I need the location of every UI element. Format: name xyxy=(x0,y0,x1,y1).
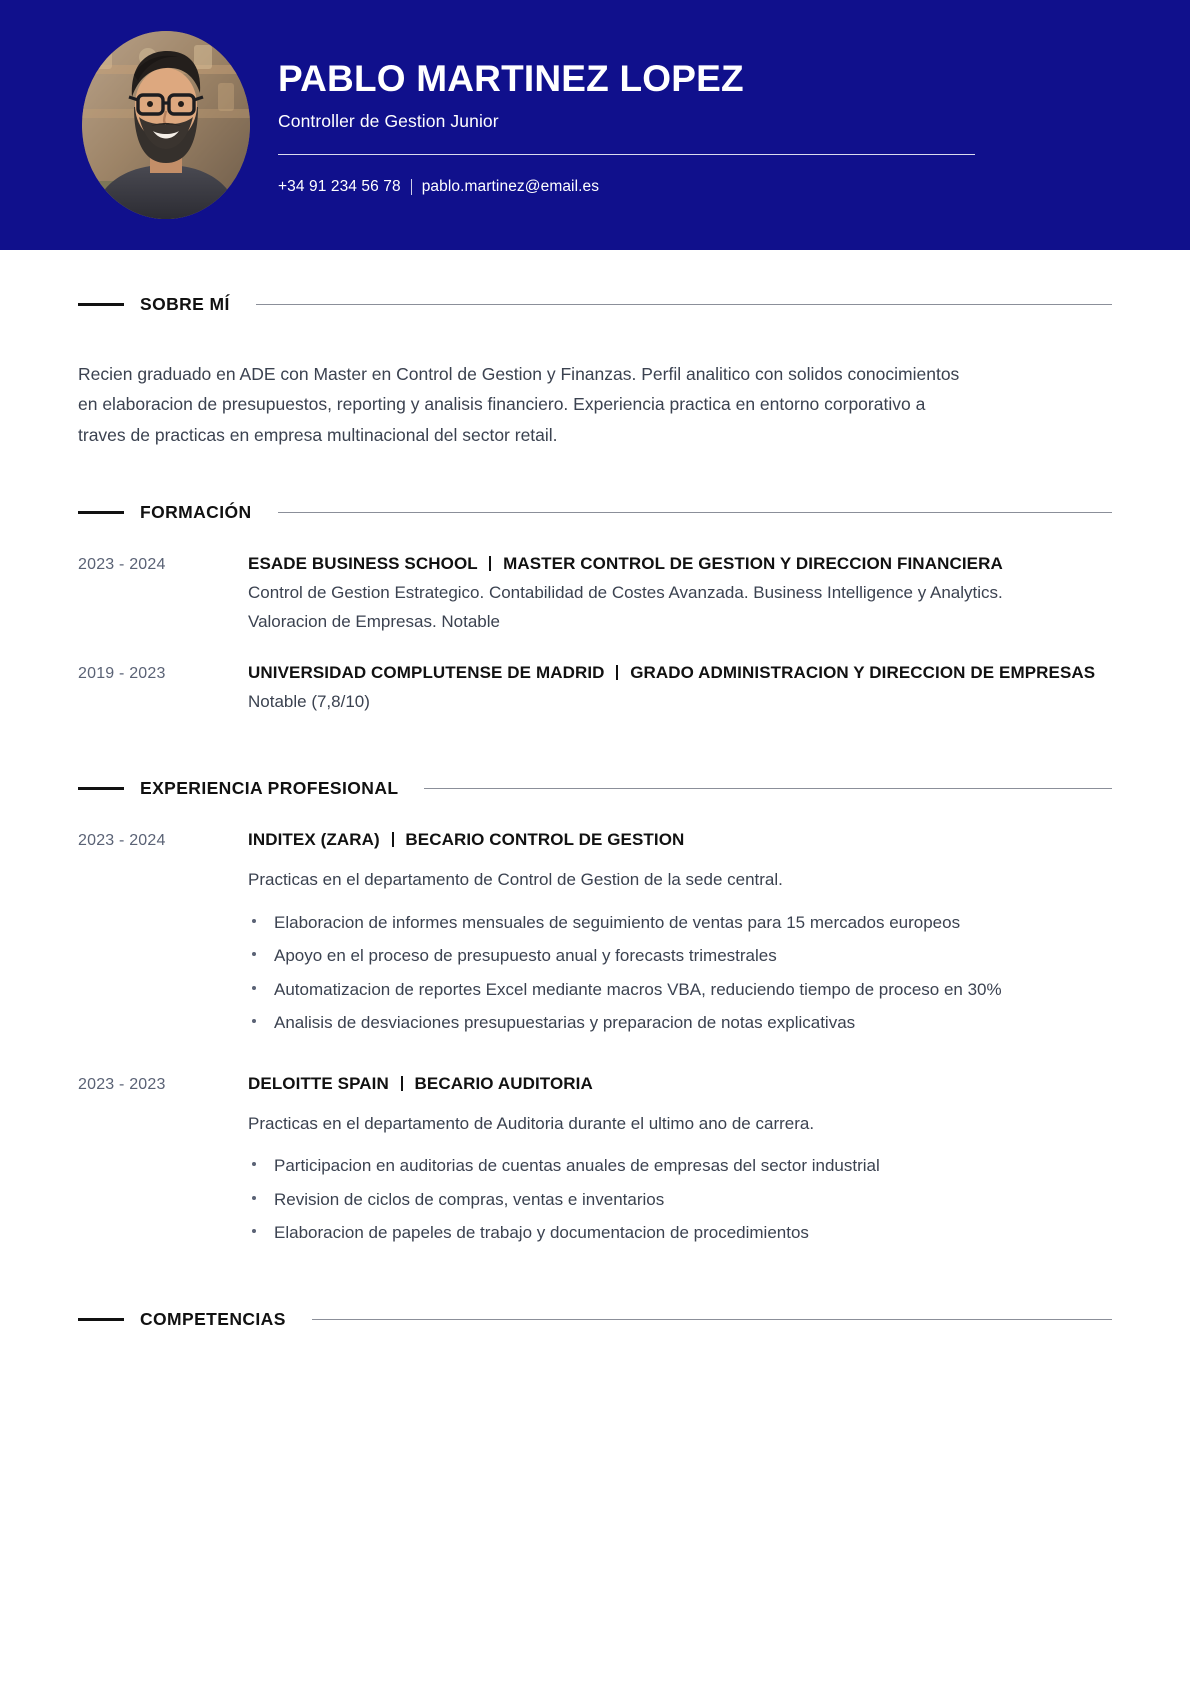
list-item: Elaboracion de informes mensuales de seguimiento de ventas para 15 mercados europeos xyxy=(248,909,1058,937)
section-header-about xyxy=(78,294,1112,315)
page-title: PABLO MARTINEZ LOPEZ xyxy=(278,57,744,99)
section-rule xyxy=(256,304,1112,305)
spacer xyxy=(78,450,1112,502)
dash-icon xyxy=(78,1318,124,1321)
pipe-separator-icon xyxy=(489,556,491,571)
entry-title xyxy=(248,829,1112,851)
entry-body xyxy=(248,553,1112,636)
section-rule xyxy=(278,512,1112,513)
section-title-skills: COMPETENCIAS xyxy=(140,1308,286,1329)
spacer xyxy=(78,1247,1112,1309)
email-address[interactable]: pablo.martinez@email.es xyxy=(421,178,600,196)
dash-icon xyxy=(78,787,124,790)
list-item xyxy=(78,553,1112,636)
list-item: Apoyo en el proceso de presupuesto anual y forecasts trimestrales xyxy=(248,942,1058,970)
entry-org: ESADE BUSINESS SCHOOL xyxy=(248,554,478,574)
section-rule xyxy=(424,788,1112,789)
header-divider xyxy=(278,154,975,155)
job-role: Controller de Gestion Junior xyxy=(278,111,499,132)
entry-dates: 2019 - 2023 xyxy=(78,665,166,683)
entry-body xyxy=(248,662,1112,716)
experience-list xyxy=(78,829,1112,1247)
entry-body xyxy=(248,1073,1112,1247)
entry-dates: 2023 - 2024 xyxy=(78,556,166,574)
contact-separator xyxy=(411,179,412,195)
section-header-education xyxy=(78,502,1112,523)
entry-title xyxy=(248,553,1112,575)
list-item xyxy=(78,829,1112,1037)
list-item: Automatizacion de reportes Excel mediante macros VBA, reduciendo tiempo de proceso en 30% xyxy=(248,976,1058,1004)
header-text-block xyxy=(278,54,978,196)
entry-description: Practicas en el departamento de Auditoria durante el ultimo ano de carrera. xyxy=(248,1114,815,1134)
entry-dates: 2023 - 2024 xyxy=(78,831,166,849)
pipe-separator-icon xyxy=(616,665,618,680)
list-item: Revision de ciclos de compras, ventas e inventarios xyxy=(248,1186,1058,1214)
about-paragraph: Recien graduado en ADE con Master en Control de Gestion y Finanzas. Perfil analitico con solidos conocimientos en elaboracion de presupuestos, reporting y analisis financiero. Experiencia practica en entorno corporativo a traves de practicas en empresa multinacional del sector retail. xyxy=(78,364,960,445)
entry-bullet-list xyxy=(248,1152,1112,1247)
list-item: Analisis de desviaciones presupuestarias y preparacion de notas explicativas xyxy=(248,1009,1058,1037)
list-item: Elaboracion de papeles de trabajo y documentacion de procedimientos xyxy=(248,1219,1058,1247)
pipe-separator-icon xyxy=(392,832,394,847)
pipe-separator-icon xyxy=(401,1076,403,1091)
list-item: Participacion en auditorias de cuentas anuales de empresas del sector industrial xyxy=(248,1152,1058,1180)
list-item xyxy=(78,1073,1112,1247)
entry-degree: MASTER CONTROL DE GESTION Y DIRECCION FINANCIERA xyxy=(503,554,1003,574)
section-experience xyxy=(78,778,1112,1247)
profile-photo-icon xyxy=(82,31,250,219)
entry-company: DELOITTE SPAIN xyxy=(248,1073,389,1093)
section-rule xyxy=(312,1319,1112,1320)
section-title-about: SOBRE MÍ xyxy=(140,294,230,314)
entry-description: Control de Gestion Estrategico. Contabilidad de Costes Avanzada. Business Intelligence y Analytics. Valoracion de Empresas. Notable xyxy=(248,582,1003,631)
resume-body xyxy=(0,250,1190,1330)
list-item xyxy=(78,662,1112,716)
entry-position: BECARIO CONTROL DE GESTION xyxy=(405,829,685,849)
entry-position: BECARIO AUDITORIA xyxy=(414,1073,593,1093)
section-education xyxy=(78,502,1112,716)
contact-row xyxy=(278,178,978,196)
entry-title xyxy=(248,1073,1112,1095)
section-title-education: FORMACIÓN xyxy=(140,502,252,523)
entry-description: Notable (7,8/10) xyxy=(248,691,370,711)
entry-bullet-list xyxy=(248,909,1112,1037)
entry-degree: GRADO ADMINISTRACION Y DIRECCION DE EMPRESAS xyxy=(630,663,1096,683)
entry-description: Practicas en el departamento de Control de Gestion de la sede central. xyxy=(248,870,783,890)
about-content xyxy=(78,359,1112,450)
education-list xyxy=(78,553,1112,716)
avatar xyxy=(82,31,250,219)
entry-org: UNIVERSIDAD COMPLUTENSE DE MADRID xyxy=(248,663,605,683)
entry-dates: 2023 - 2023 xyxy=(78,1075,166,1093)
spacer xyxy=(78,250,1112,294)
section-header-skills xyxy=(78,1309,1112,1330)
section-about xyxy=(78,294,1112,450)
entry-body xyxy=(248,829,1112,1037)
section-title-experience: EXPERIENCIA PROFESIONAL xyxy=(140,777,399,798)
entry-company: INDITEX (ZARA) xyxy=(248,829,380,849)
spacer xyxy=(78,716,1112,778)
section-header-experience xyxy=(78,778,1112,799)
phone-number[interactable]: +34 91 234 56 78 xyxy=(278,178,401,196)
section-skills xyxy=(78,1309,1112,1330)
dash-icon xyxy=(78,511,124,514)
dash-icon xyxy=(78,303,124,306)
entry-title xyxy=(248,662,1112,684)
resume-header xyxy=(0,0,1190,250)
